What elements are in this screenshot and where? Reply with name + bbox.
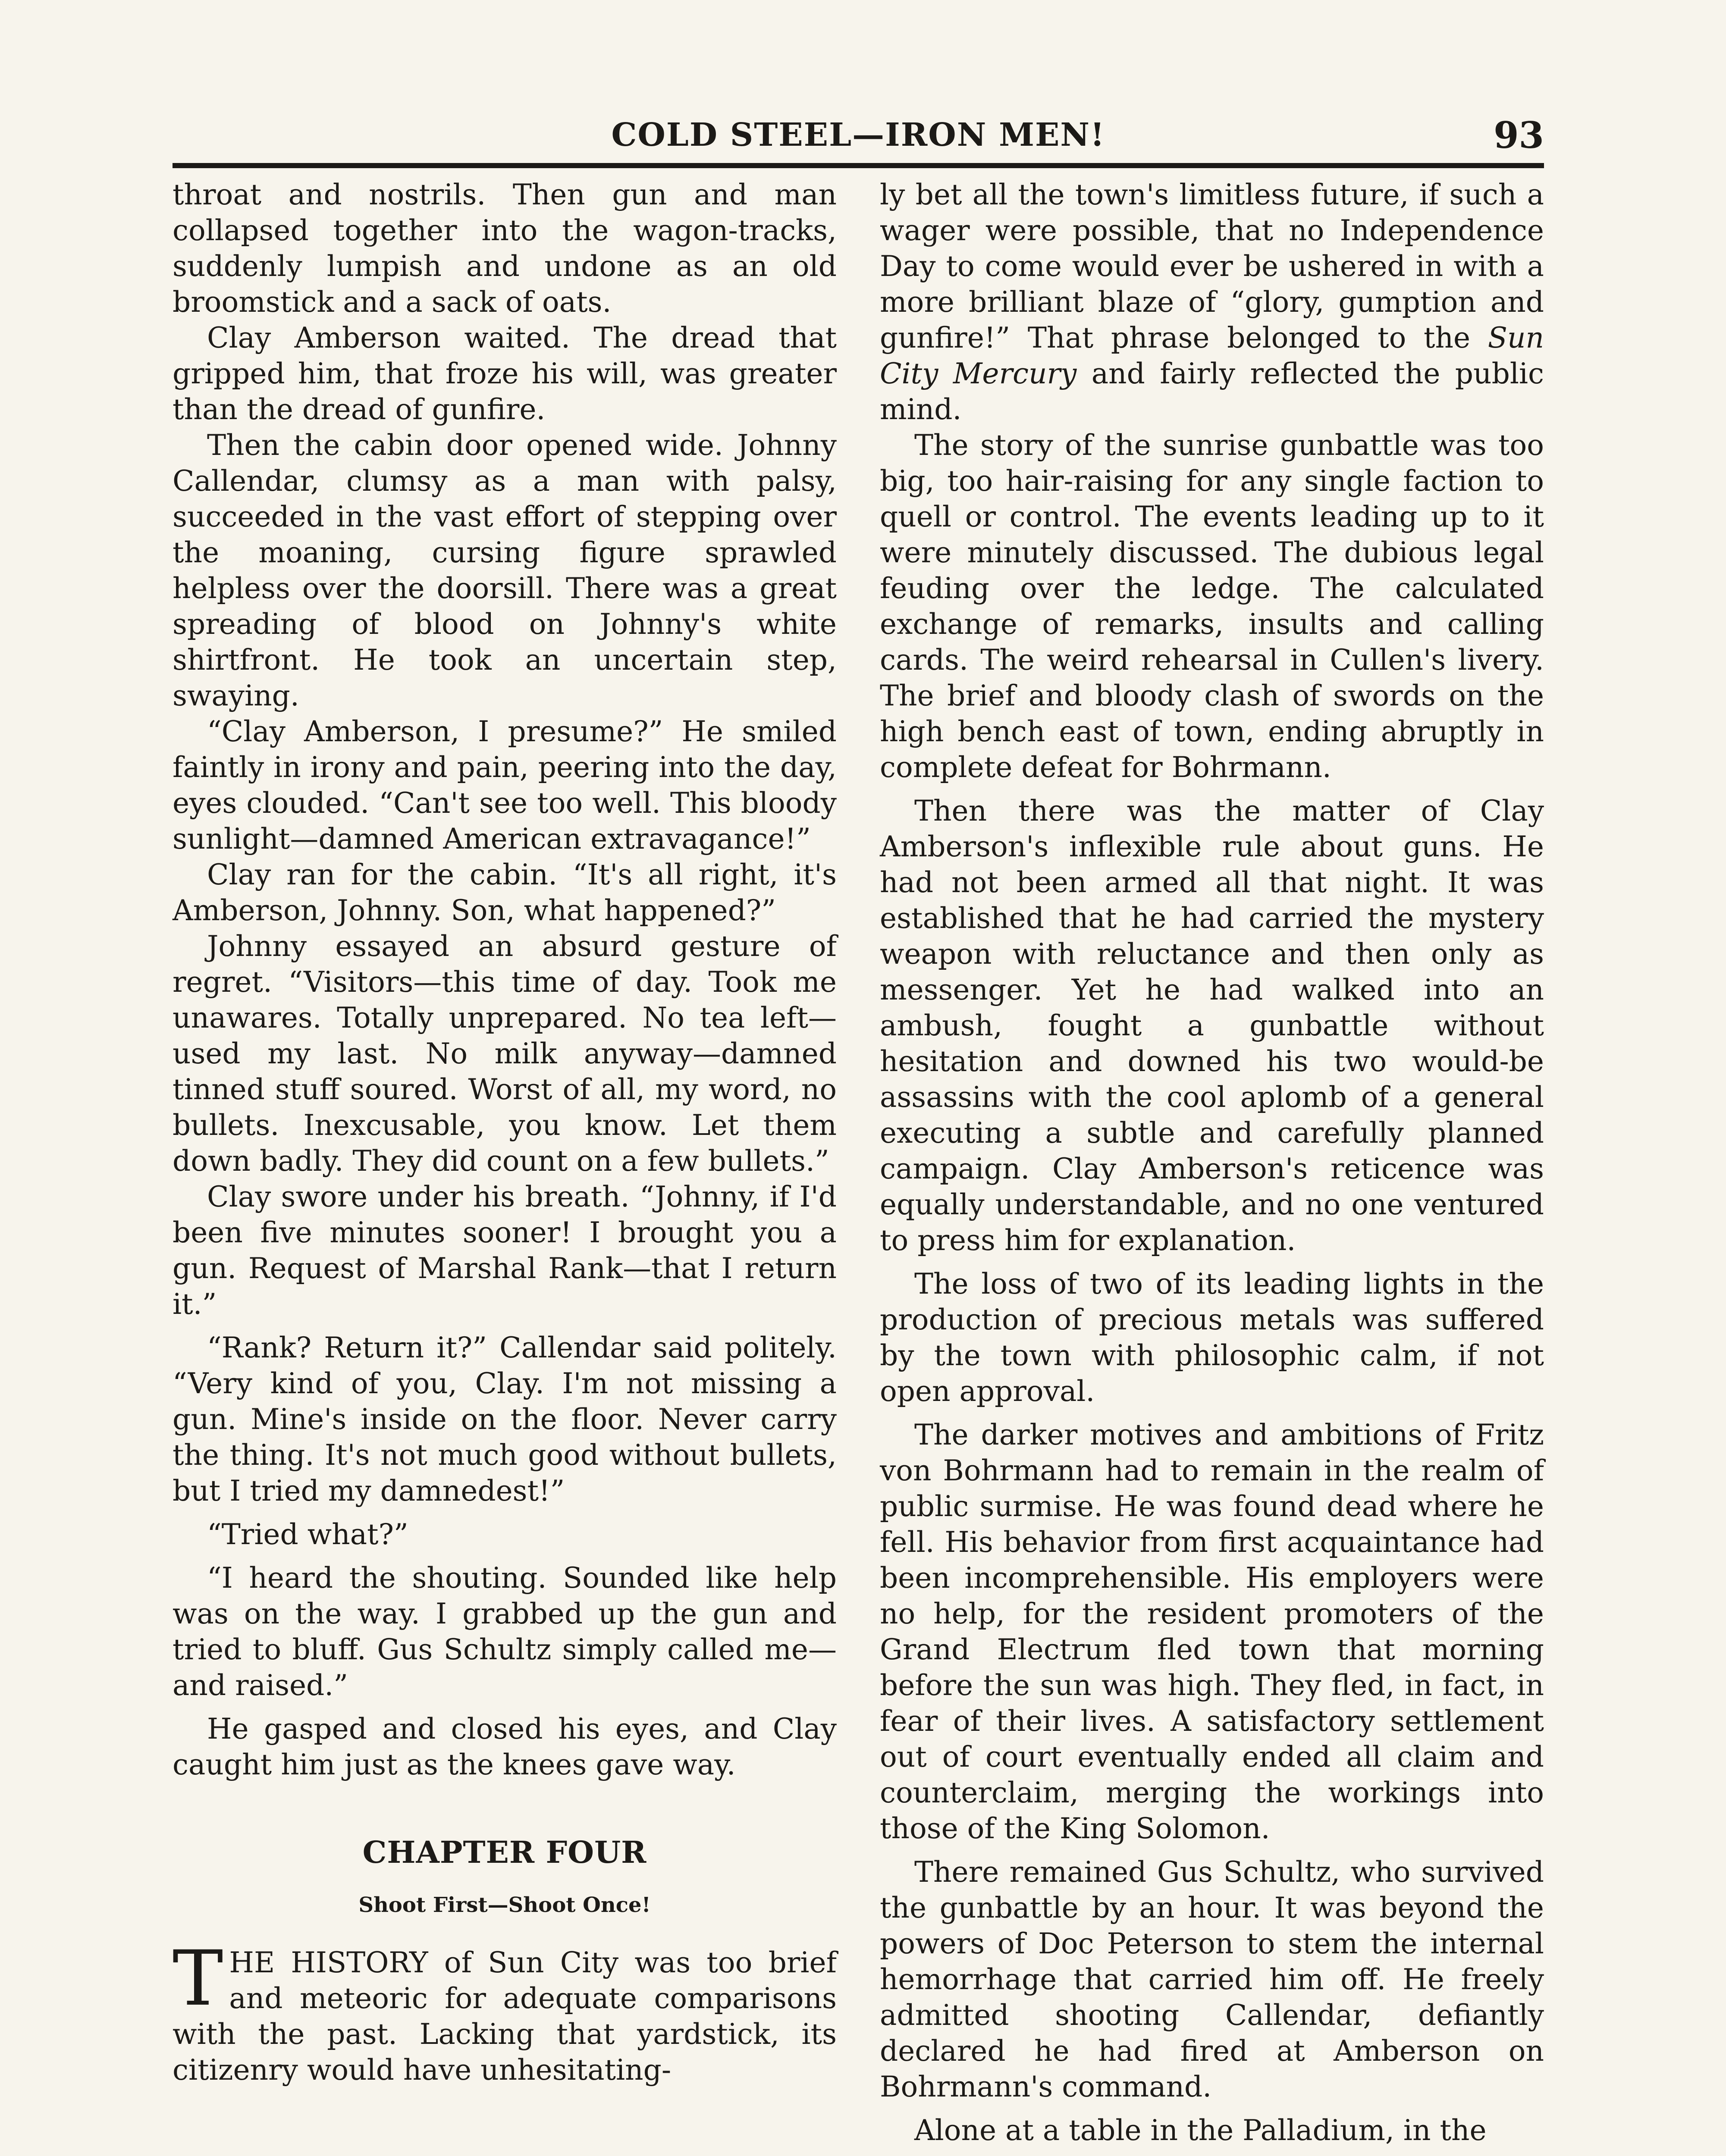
paragraph: Clay swore under his breath. “Johnny, if I'd been five minutes sooner! I brought you a gun. Request of Marshal Rank—that I return it.”: [173, 1180, 837, 1321]
chapter-title: CHAPTER FOUR: [362, 1834, 647, 1870]
paragraph: Johnny essayed an absurd gesture of regret. “Visitors—this time of day. Took me unawares. Totally unprepared. No tea left—used my last. No milk anyway—damned tinned stuff soured. Worst of all, my word, no bullets. Inexcusable, you know. Let them down badly. They did count on a few bullets.”: [173, 930, 837, 1178]
page-header: [173, 116, 1544, 168]
paragraph-text: ly bet all the town's limitless future, if such a wager were possible, that no Independence Day to come would ever be ushered in with a more brilliant blaze of “glory, gumption and gunfire!” That phrase belonged to the: [880, 178, 1544, 354]
drop-cap: T: [173, 1934, 223, 2023]
paragraph: Then there was the matter of Clay Amberson's inflexible rule about guns. He had not been armed all that night. It was established that he had carried the mystery weapon with reluctance and then only as messenger. Yet he had walked into an ambush, fought a gunbattle without hesitation and downed his two would-be assassins with the cool aplomb of a general executing a subtle and carefully planned campaign. Clay Amberson's reticence was equally understandable, and no one ventured to press him for explanation.: [880, 794, 1544, 1257]
paragraph: Alone at a table in the Palladium, in the: [914, 2114, 1487, 2147]
paragraph: “Rank? Return it?” Callendar said politely. “Very kind of you, Clay. I'm not missing a gun. Mine's inside on the floor. Never carry the thing. It's not much good without bullets, but I tried my damnedest!”: [173, 1331, 837, 1507]
paragraph: Then the cabin door opened wide. Johnny Callendar, clumsy as a man with palsy, succeeded in the vast effort of stepping over the moaning, cursing figure sprawled helpless over the doorsill. There was a great spreading of blood on Johnny's white shirtfront. He took an uncertain step, swaying.: [173, 429, 837, 712]
chapter-opening-text: HE HISTORY of Sun City was too brief and meteoric for adequate comparisons with the past. Lacking that yardstick, its citizenry would have unhesitating-: [173, 1946, 837, 2087]
paragraph: The loss of two of its leading lights in the production of precious metals was suffered by the town with philosophic calm, if not open approval.: [880, 1267, 1544, 1408]
page-number: 93: [1494, 114, 1544, 157]
paragraph: The story of the sunrise gunbattle was too big, too hair-raising for any single faction to quell or control. The events leading up to it were minutely discussed. The dubious legal feuding over the ledge. The calculated exchange of remarks, insults and calling cards. The weird rehearsal in Cullen's livery. The brief and bloody clash of swords on the high bench east of town, ending abruptly in complete defeat for Bohrmann.: [880, 429, 1544, 784]
left-column: [173, 177, 837, 2088]
newspaper-title: Sun City Mercury: [880, 321, 1544, 390]
paragraph: [880, 177, 1544, 427]
paragraph: The darker motives and ambitions of Fritz von Bohrmann had to remain in the realm of public surmise. He was found dead where he fell. His behavior from first acquaintance had been incomprehensible. His employers were no help, for the resident promoters of the Grand Electrum fled town that morning before the sun was high. They fled, in fact, in fear of their lives. A satisfactory settlement out of court eventually ended all claim and counterclaim, merging the workings into those of the King Solomon.: [880, 1418, 1544, 1845]
chapter-subtitle: Shoot First—Shoot Once!: [358, 1893, 651, 1917]
paragraph: “Clay Amberson, I presume?” He smiled faintly in irony and pain, peering into the day, eyes clouded. “Can't see too well. This bloody sunlight—damned American extravagance!”: [173, 715, 837, 856]
paragraph-text: and fairly reflected the public mind.: [880, 357, 1544, 426]
paragraph: There remained Gus Schultz, who survived the gunbattle by an hour. It was beyond the powers of Doc Peterson to stem the internal hemorrhage that carried him off. He freely admitted shooting Callendar, defiantly declared he had fired at Amberson on Bohrmann's command.: [880, 1855, 1544, 2103]
chapter-opening-paragraph: [173, 1934, 837, 2088]
paragraph: Clay Amberson waited. The dread that gripped him, that froze his will, was greater than the dread of gunfire.: [173, 321, 837, 426]
paragraph: “Tried what?”: [207, 1518, 408, 1551]
right-column: [880, 177, 1544, 2148]
paragraph: throat and nostrils. Then gun and man collapsed together into the wagon-tracks, suddenly lumpish and undone as an old broomstick and a sack of oats.: [173, 178, 837, 319]
header-rule: [173, 163, 1544, 168]
running-title: COLD STEEL—IRON MEN!: [611, 116, 1105, 154]
paragraph: Clay ran for the cabin. “It's all right, it's Amberson, Johnny. Son, what happened?”: [173, 858, 837, 927]
paragraph: “I heard the shouting. Sounded like help was on the way. I grabbed up the gun and tried to bluff. Gus Schultz simply called me—and raised.”: [173, 1561, 837, 1702]
paragraph: He gasped and closed his eyes, and Clay caught him just as the knees gave way.: [173, 1712, 837, 1781]
